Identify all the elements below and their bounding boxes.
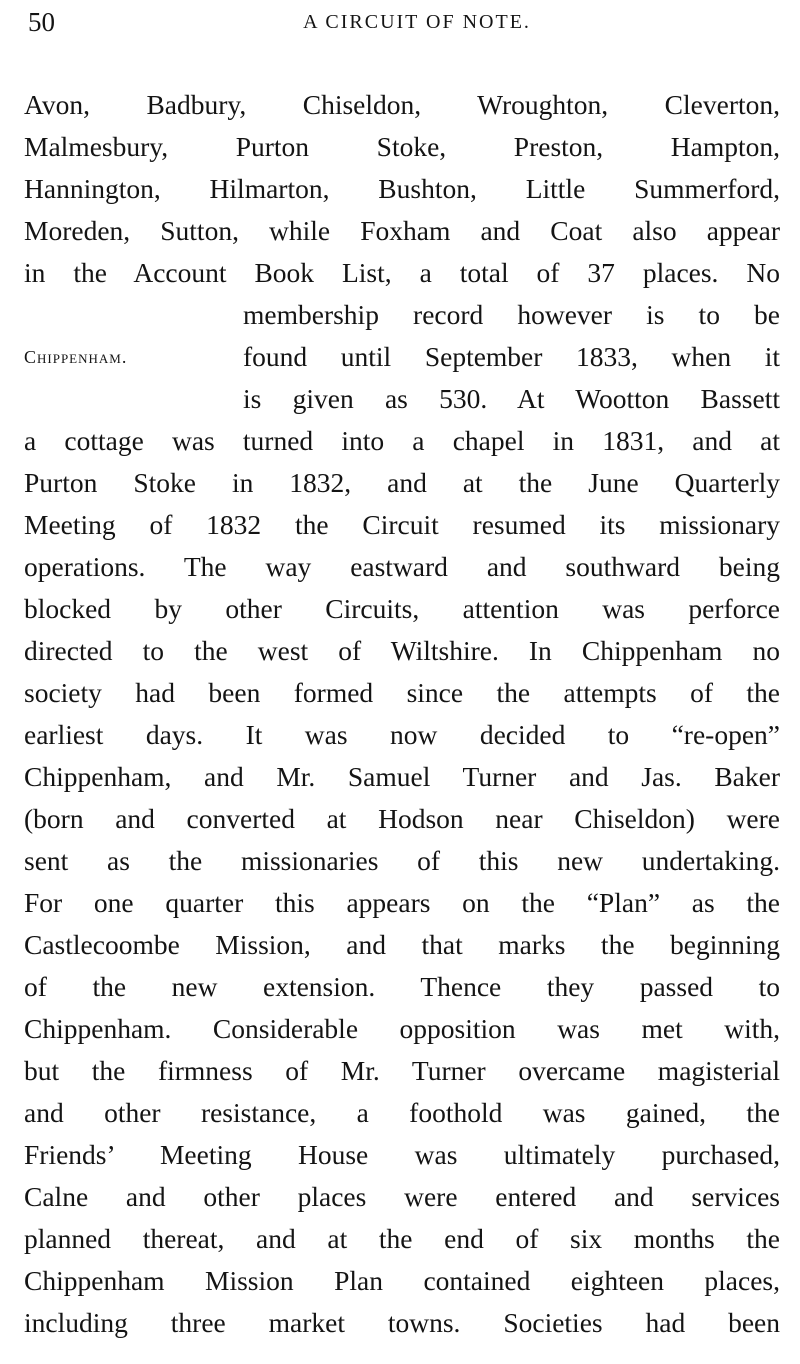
running-head (22, 4, 780, 44)
text-line: earliest days. It was now decided to “re-open” (24, 719, 780, 750)
text-line: planned thereat, and at the end of six months the (24, 1223, 780, 1254)
running-title: A CIRCUIT OF NOTE. (303, 11, 531, 33)
text-line: Calne and other places were entered and services (24, 1181, 780, 1212)
text-line: directed to the west of Wiltshire. In Chippenham no (24, 635, 780, 666)
text-line: society had been formed since the attempts of the (24, 677, 780, 708)
text-line: membership record however is to be (243, 299, 780, 330)
margin-note: Chippenham. (24, 347, 128, 367)
text-line: sent as the missionaries of this new undertaking. (24, 845, 780, 876)
text-line: and other resistance, a foothold was gained, the (24, 1097, 780, 1128)
text-line: found until September 1833, when it (243, 341, 780, 372)
text-line: blocked by other Circuits, attention was perforce (24, 593, 780, 624)
text-line: Chippenham Mission Plan contained eighteen places, (24, 1265, 780, 1296)
text-line: but the firmness of Mr. Turner overcame magisterial (24, 1055, 780, 1086)
text-line: is given as 530. At Wootton Bassett (243, 383, 780, 414)
text-line: Purton Stoke in 1832, and at the June Quarterly (24, 467, 780, 498)
text-line: of the new extension. Thence they passed to (24, 971, 780, 1002)
text-line: in the Account Book List, a total of 37 places. No (24, 257, 780, 288)
text-line: including three market towns. Societies had been (24, 1307, 780, 1338)
text-line: Malmesbury, Purton Stoke, Preston, Hampton, (24, 131, 780, 162)
body-text (24, 84, 780, 1344)
text-line: operations. The way eastward and southward being (24, 551, 780, 582)
text-line: Moreden, Sutton, while Foxham and Coat also appear (24, 215, 780, 246)
text-line: Friends’ Meeting House was ultimately purchased, (24, 1139, 780, 1170)
text-line: For one quarter this appears on the “Plan” as the (24, 887, 780, 918)
page-number: 50 (28, 7, 55, 37)
text-line: Chippenham, and Mr. Samuel Turner and Jas. Baker (24, 761, 780, 792)
text-line: Meeting of 1832 the Circuit resumed its missionary (24, 509, 780, 540)
text-line: Chippenham. Considerable opposition was met with, (24, 1013, 780, 1044)
text-line: (born and converted at Hodson near Chiseldon) were (24, 803, 780, 834)
text-line: Avon, Badbury, Chiseldon, Wroughton, Cleverton, (24, 89, 780, 120)
margin-note-row (24, 336, 780, 378)
text-line: Castlecoombe Mission, and that marks the beginning (24, 929, 780, 960)
text-line: Hannington, Hilmarton, Bushton, Little Summerford, (24, 173, 780, 204)
text-line: a cottage was turned into a chapel in 1831, and at (24, 425, 780, 456)
